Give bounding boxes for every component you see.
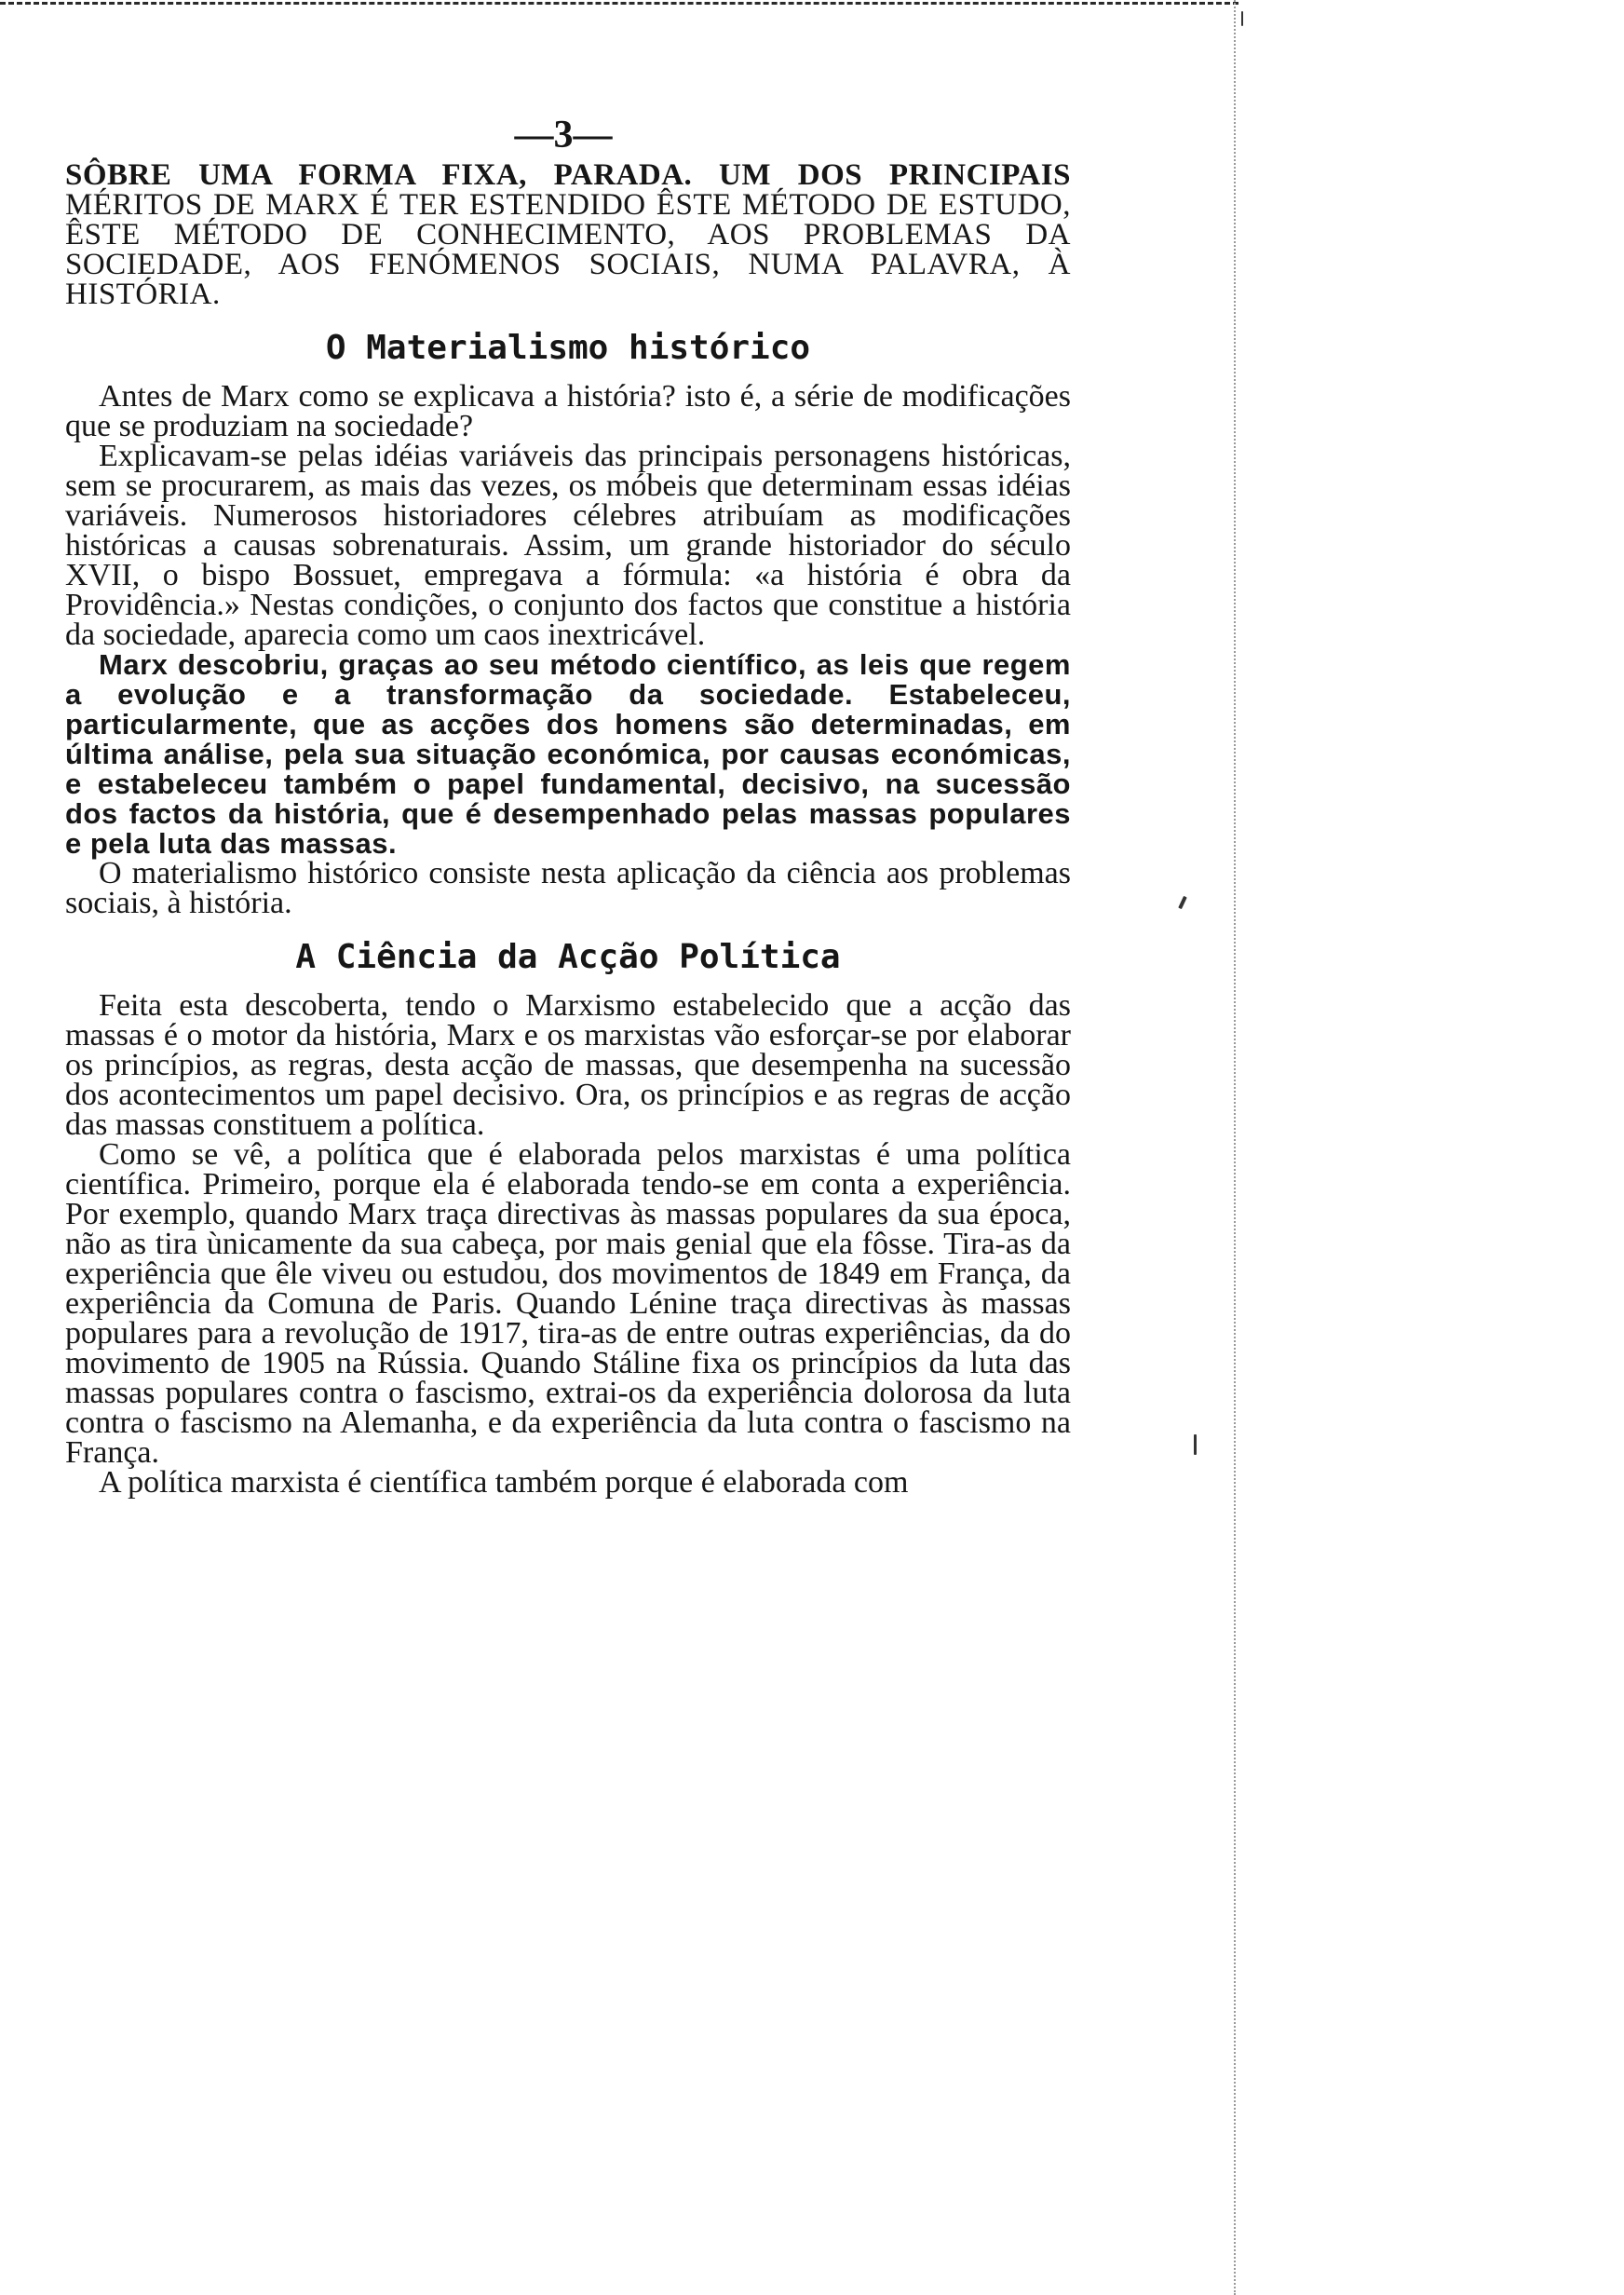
intro-caps-paragraph: [65, 160, 1071, 309]
intro-caps-rest: MÉRITOS DE MARX É TER ESTENDIDO ÊSTE MÉTODO DE ESTUDO, ÊSTE MÉTODO DE CONHECIMENTO, AOS PROBLEMAS DA SOCIEDADE, AOS FENÓMENOS SOCIAIS, NUMA PALAVRA, À HISTÓRIA.: [65, 188, 1071, 311]
bold-paragraph-marx-descobriu: Marx descobriu, graças ao seu método científico, as leis que regem a evolução e a transformação da sociedade. Estabeleceu, particularmente, que as acções dos homens são determinadas, em última análise, pela sua situação económica, por causas económicas, e estabeleceu também o papel fundamental, decisivo, na sucessão dos factos da história, que é desempenhado pelas massas populares e pela luta das massas.: [65, 648, 1071, 860]
page-number: —3—: [514, 114, 613, 156]
paragraph-antes-de-marx: Antes de Marx como se explicava a história? isto é, a série de modificações que se produziam na sociedade?: [65, 379, 1071, 443]
margin-speck: [1194, 1434, 1197, 1455]
paragraph-politica-marxista: A política marxista é científica também porque é elaborada com: [99, 1465, 909, 1500]
paragraph-explicavam-se: Explicavam-se pelas idéias variáveis das principais personagens históricas, sem se procurarem, as mais das vezes, os móbeis que determinam essas idéias variáveis. Numerosos historiadores célebres atribuíam as modificações históricas a causas sobrenaturais. Assim, um grande historiador do século XVII, o bispo Bossuet, empregava a fórmula: «a história é obra da Providência.» Nestas condições, o conjunto dos factos que constitue a história da sociedade, aparecia como um caos inextricável.: [65, 439, 1071, 652]
text-column: [65, 160, 1071, 1498]
section-heading-ciencia-accao-politica: A Ciência da Acção Política: [295, 938, 841, 976]
paragraph-materialismo-consiste: O materialismo histórico consiste nesta aplicação da ciência aos problemas sociais, à história.: [65, 856, 1071, 920]
margin-speck: [1178, 896, 1187, 909]
margin-speck: [1241, 11, 1243, 26]
right-margin-rule: [1234, 0, 1236, 2295]
paragraph-feita-esta-descoberta: Feita esta descoberta, tendo o Marxismo estabelecido que a acção das massas é o motor da história, Marx e os marxistas vão esforçar-se por elaborar os princípios, as regras, desta acção de massas, que desempenha na sucessão dos acontecimentos um papel decisivo. Ora, os princípios e as regras de acção das massas constituem a política.: [65, 988, 1071, 1142]
paragraph-como-se-ve: Como se vê, a política que é elaborada pelos marxistas é uma política científica. Primeiro, porque ela é elaborada tendo-se em conta a experiência. Por exemplo, quando Marx traça directivas às massas populares da sua época, não as tira ùnicamente da sua cabeça, por mais genial que ela fôsse. Tira-as da experiência que êle viveu ou estudou, dos movimentos de 1849 em França, da experiência da Comuna de Paris. Quando Lénine traça directivas às massas populares para a revolução de 1917, tira-as de entre outras experiências, da do movimento de 1905 na Rússia. Quando Stáline fixa os princípios da luta das massas populares contra o fascismo, extrai-os da experiência dolorosa da luta contra o fascismo na Alemanha, e da experiência da luta contra o fascismo na França.: [65, 1137, 1071, 1470]
top-edge-rule: [0, 2, 1238, 5]
section-heading-materialismo: O Materialismo histórico: [325, 329, 811, 367]
intro-caps-lead: SÔBRE UMA FORMA FIXA, PARADA. UM DOS PRINCIPAIS: [65, 158, 1071, 192]
